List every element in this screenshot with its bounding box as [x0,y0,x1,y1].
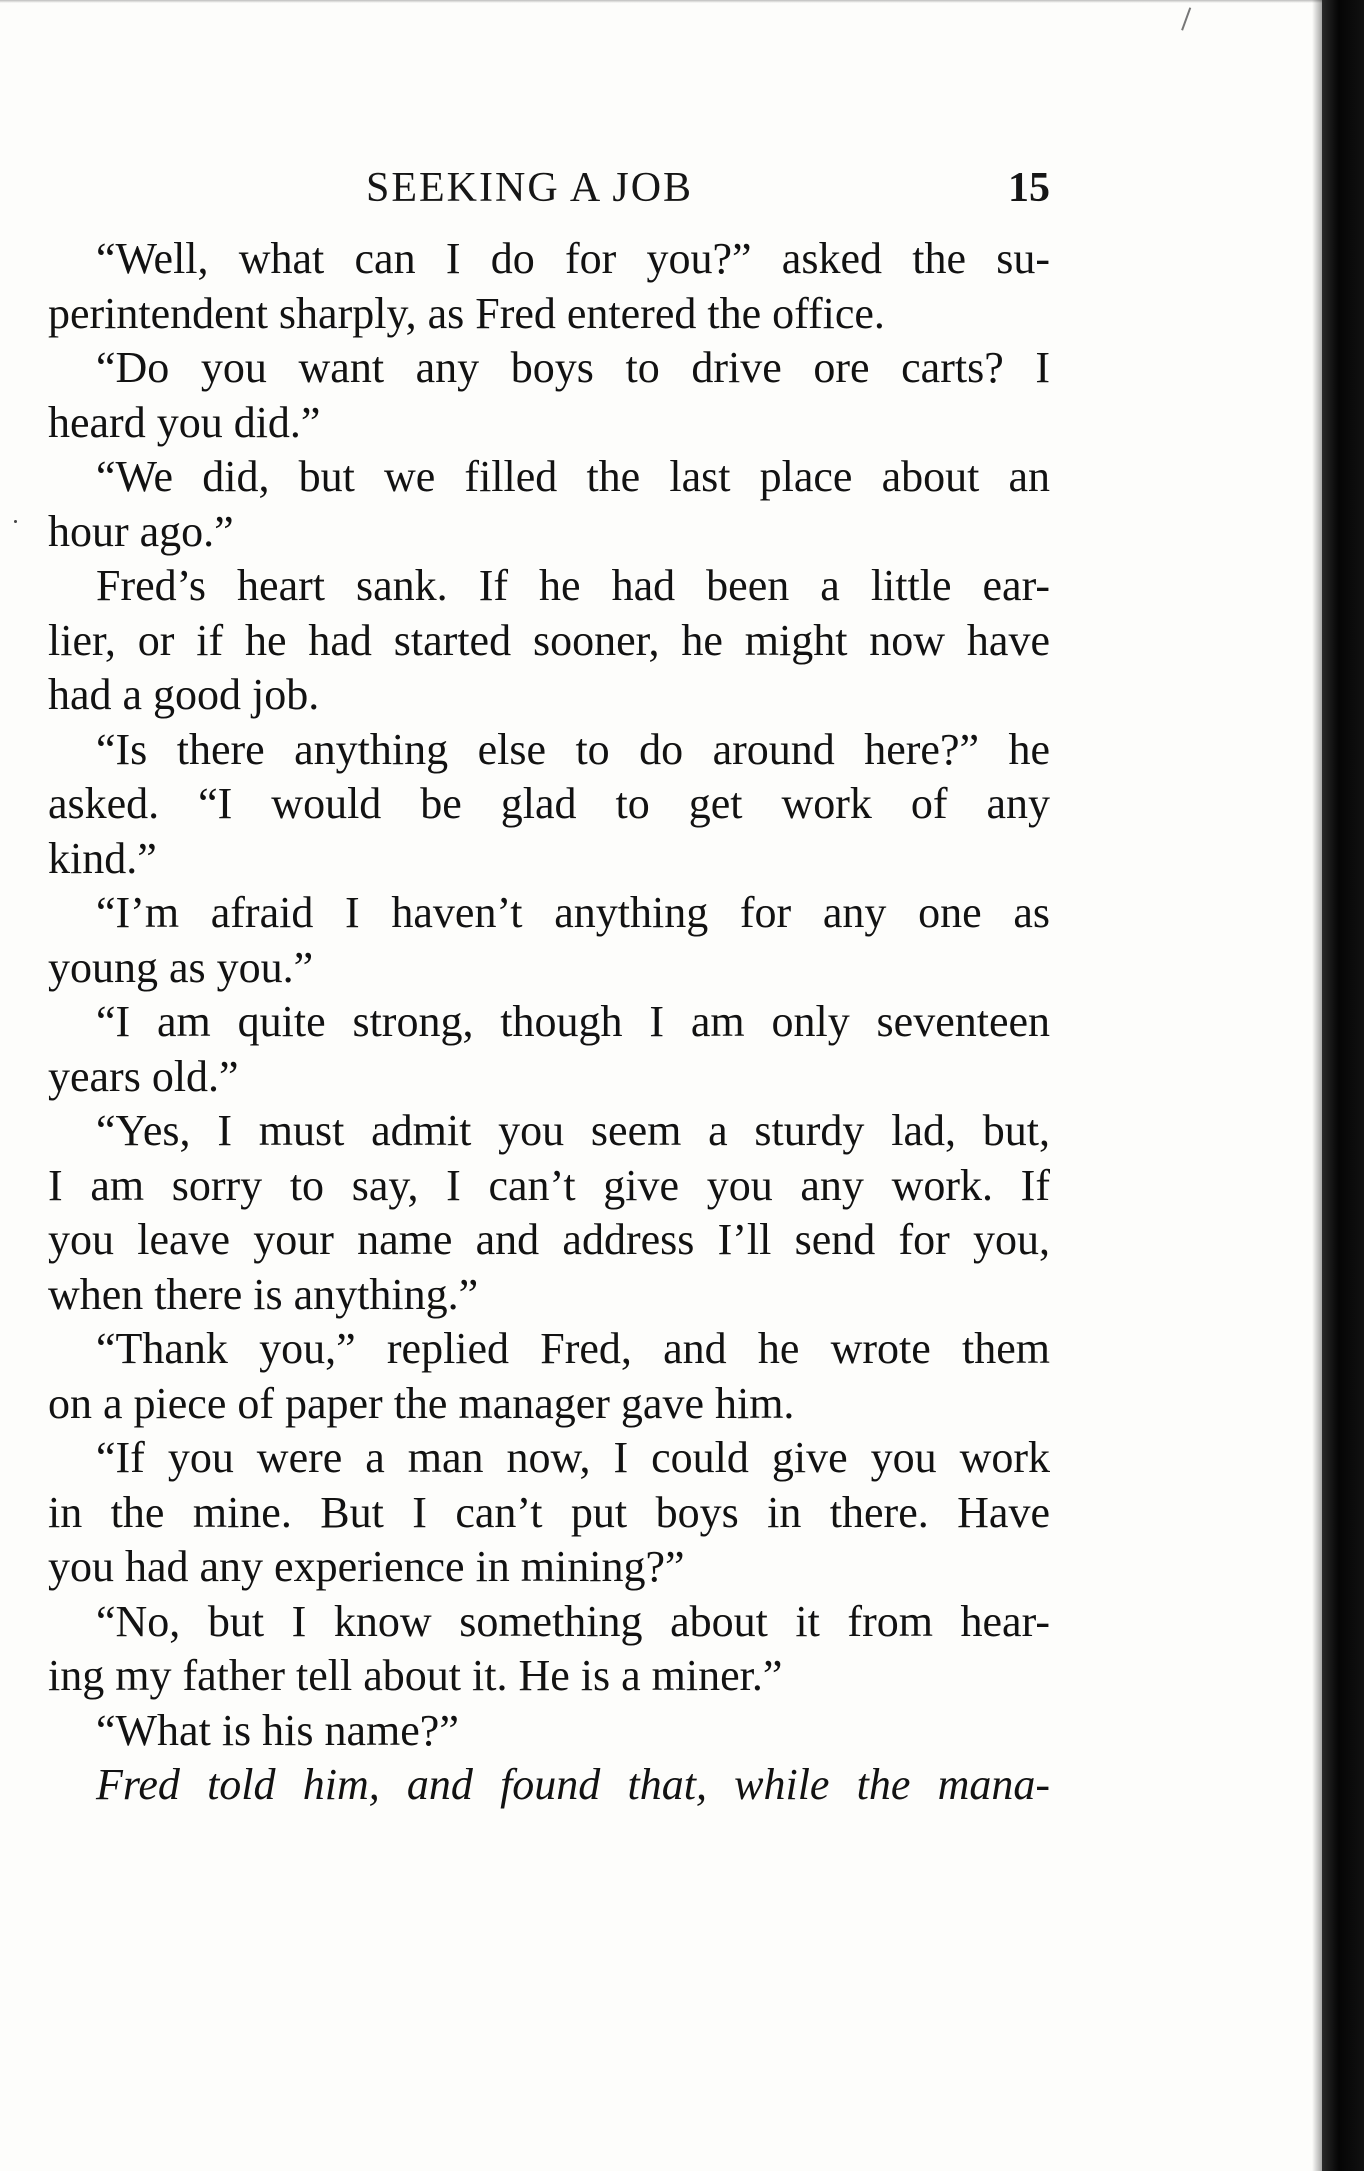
text-line: ing my father tell about it. He is a miner.” [48,1651,783,1700]
text-line: on a piece of paper the manager gave him. [48,1378,795,1428]
text-line: lier, or if he had started sooner, he might now have [48,615,1050,665]
text-line: young as you.” [48,942,314,992]
scan-edge [1322,0,1364,2171]
body-text [48,232,1050,1813]
page-top-edge [0,0,1322,3]
text-line: “I’m afraid I haven’t anything for any one as [96,888,1050,937]
text-line: years old.” [48,1051,239,1101]
scan-mark [1181,7,1197,32]
text-line: in the mine. But I can’t put boys in there. Have [48,1487,1050,1537]
text-line: “Yes, I must admit you seem a sturdy lad, but, [96,1106,1050,1155]
text-line: “If you were a man now, I could give you work [96,1433,1050,1482]
text-line: “We did, but we filled the last place about an [96,452,1050,501]
text-line: “Well, what can I do for you?” asked the su- [96,234,1050,283]
text-line: asked. “I would be glad to get work of any [48,779,1050,828]
text-line: you leave your name and address I’ll send for you, [48,1215,1050,1264]
text-line: hour ago.” [48,506,234,556]
text-line: “Is there anything else to do around here?” he [96,724,1050,774]
text-line: heard you did.” [48,397,321,447]
text-line: “No, but I know something about it from hear- [96,1596,1050,1646]
text-line: when there is anything.” [48,1269,479,1319]
scan-speck [14,520,17,523]
text-line: “Thank you,” replied Fred, and he wrote them [96,1324,1050,1373]
text-line: I am sorry to say, I can’t give you any work. If [48,1160,1050,1210]
text-line: had a good job. [48,670,320,719]
running-head [48,160,1050,216]
running-title: SEEKING A JOB [366,165,694,211]
text-line: perintendent sharply, as Fred entered the office. [48,288,885,338]
text-line: Fred told him, and found that, while the mana- [96,1760,1050,1809]
text-line: you had any experience in mining?” [48,1542,685,1591]
text-line: “What is his name?” [96,1705,459,1755]
text-line: “Do you want any boys to drive ore carts? I [96,343,1050,392]
page-number: 15 [1008,165,1050,211]
text-line: Fred’s heart sank. If he had been a little ear- [96,561,1050,610]
scan-edge-shadow [1312,0,1322,2171]
text-line: kind.” [48,833,157,883]
text-line: “I am quite strong, though I am only seventeen [96,997,1050,1046]
